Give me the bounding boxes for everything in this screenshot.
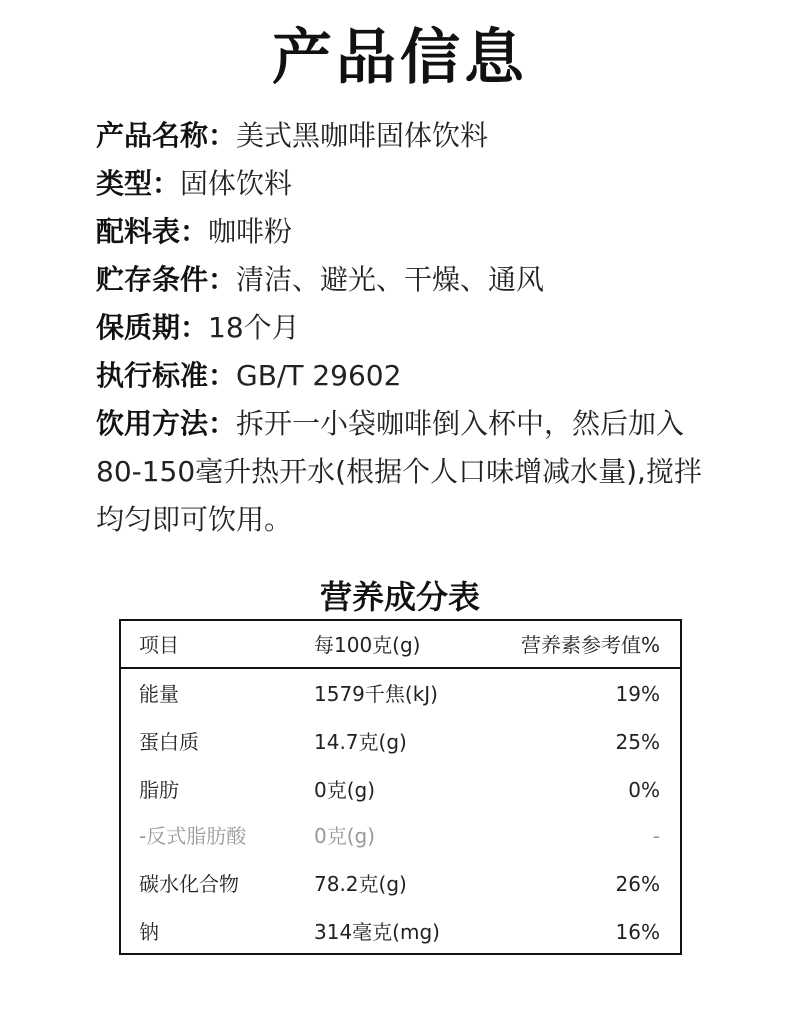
- info-value: 拆开一小袋咖啡倒入杯中，然后加入: [236, 407, 685, 440]
- info-row-type: [96, 160, 716, 208]
- nutrient-amount: 78.2克(g): [314, 872, 407, 896]
- info-label: 贮存条件：: [96, 263, 237, 296]
- table-row: [121, 864, 680, 904]
- usage-continued-line: 80-150毫升热开水(根据个人口味增减水量),搅拌: [96, 455, 702, 488]
- info-row-shelf-life: [96, 304, 716, 352]
- nutrition-title: 营养成分表: [319, 578, 480, 616]
- nutrition-table: [119, 619, 682, 955]
- header-nrv: 营养素参考值%: [520, 633, 660, 657]
- nutrient-name: -反式脂肪酸: [139, 824, 247, 848]
- info-row-ingredients: [96, 208, 716, 256]
- header-divider: [121, 667, 680, 669]
- table-row: [121, 722, 680, 762]
- nutrient-nrv: -: [652, 824, 660, 848]
- info-row-usage: [96, 400, 716, 448]
- nutrient-name: 脂肪: [139, 778, 179, 802]
- nutrient-amount: 1579千焦(kJ): [314, 682, 438, 706]
- table-header-row: [121, 625, 680, 665]
- info-value: 咖啡粉: [208, 215, 293, 248]
- nutrient-name: 能量: [139, 682, 179, 706]
- info-label: 保质期：: [96, 311, 209, 344]
- info-row-name: [96, 112, 716, 160]
- info-row-storage: [96, 256, 716, 304]
- nutrient-nrv: 25%: [615, 730, 660, 754]
- info-row-standard: [96, 352, 716, 400]
- table-row: [121, 912, 680, 952]
- nutrient-nrv: 26%: [615, 872, 660, 896]
- nutrient-name: 蛋白质: [139, 730, 199, 754]
- page-title: 产品信息: [272, 23, 528, 93]
- table-row: [121, 770, 680, 810]
- table-row: [121, 674, 680, 714]
- nutrient-amount: 14.7克(g): [314, 730, 407, 754]
- nutrient-nrv: 19%: [615, 682, 660, 706]
- nutrient-amount: 0克(g): [314, 824, 376, 848]
- nutrient-name: 碳水化合物: [139, 872, 239, 896]
- info-value: 固体饮料: [180, 167, 293, 200]
- info-value: GB/T 29602: [236, 359, 402, 392]
- info-label: 类型：: [96, 167, 181, 200]
- nutrient-amount: 0克(g): [314, 778, 376, 802]
- nutrient-amount: 314毫克(mg): [314, 920, 440, 944]
- usage-continued-line: 均匀即可饮用。: [96, 503, 293, 536]
- info-label: 配料表：: [96, 215, 209, 248]
- nutrient-nrv: 16%: [615, 920, 660, 944]
- info-value: 美式黑咖啡固体饮料: [236, 119, 489, 152]
- info-value: 清洁、避光、干燥、通风: [236, 263, 545, 296]
- nutrient-nrv: 0%: [628, 778, 660, 802]
- nutrient-name: 钠: [139, 920, 159, 944]
- info-label: 执行标准：: [96, 359, 237, 392]
- header-per-100g: 每100克(g): [314, 633, 421, 657]
- info-label: 产品名称：: [96, 119, 237, 152]
- header-item: 项目: [139, 633, 179, 657]
- product-info: [96, 112, 716, 544]
- table-row: [121, 816, 680, 856]
- info-value: 18个月: [208, 311, 300, 344]
- info-label: 饮用方法：: [96, 407, 237, 440]
